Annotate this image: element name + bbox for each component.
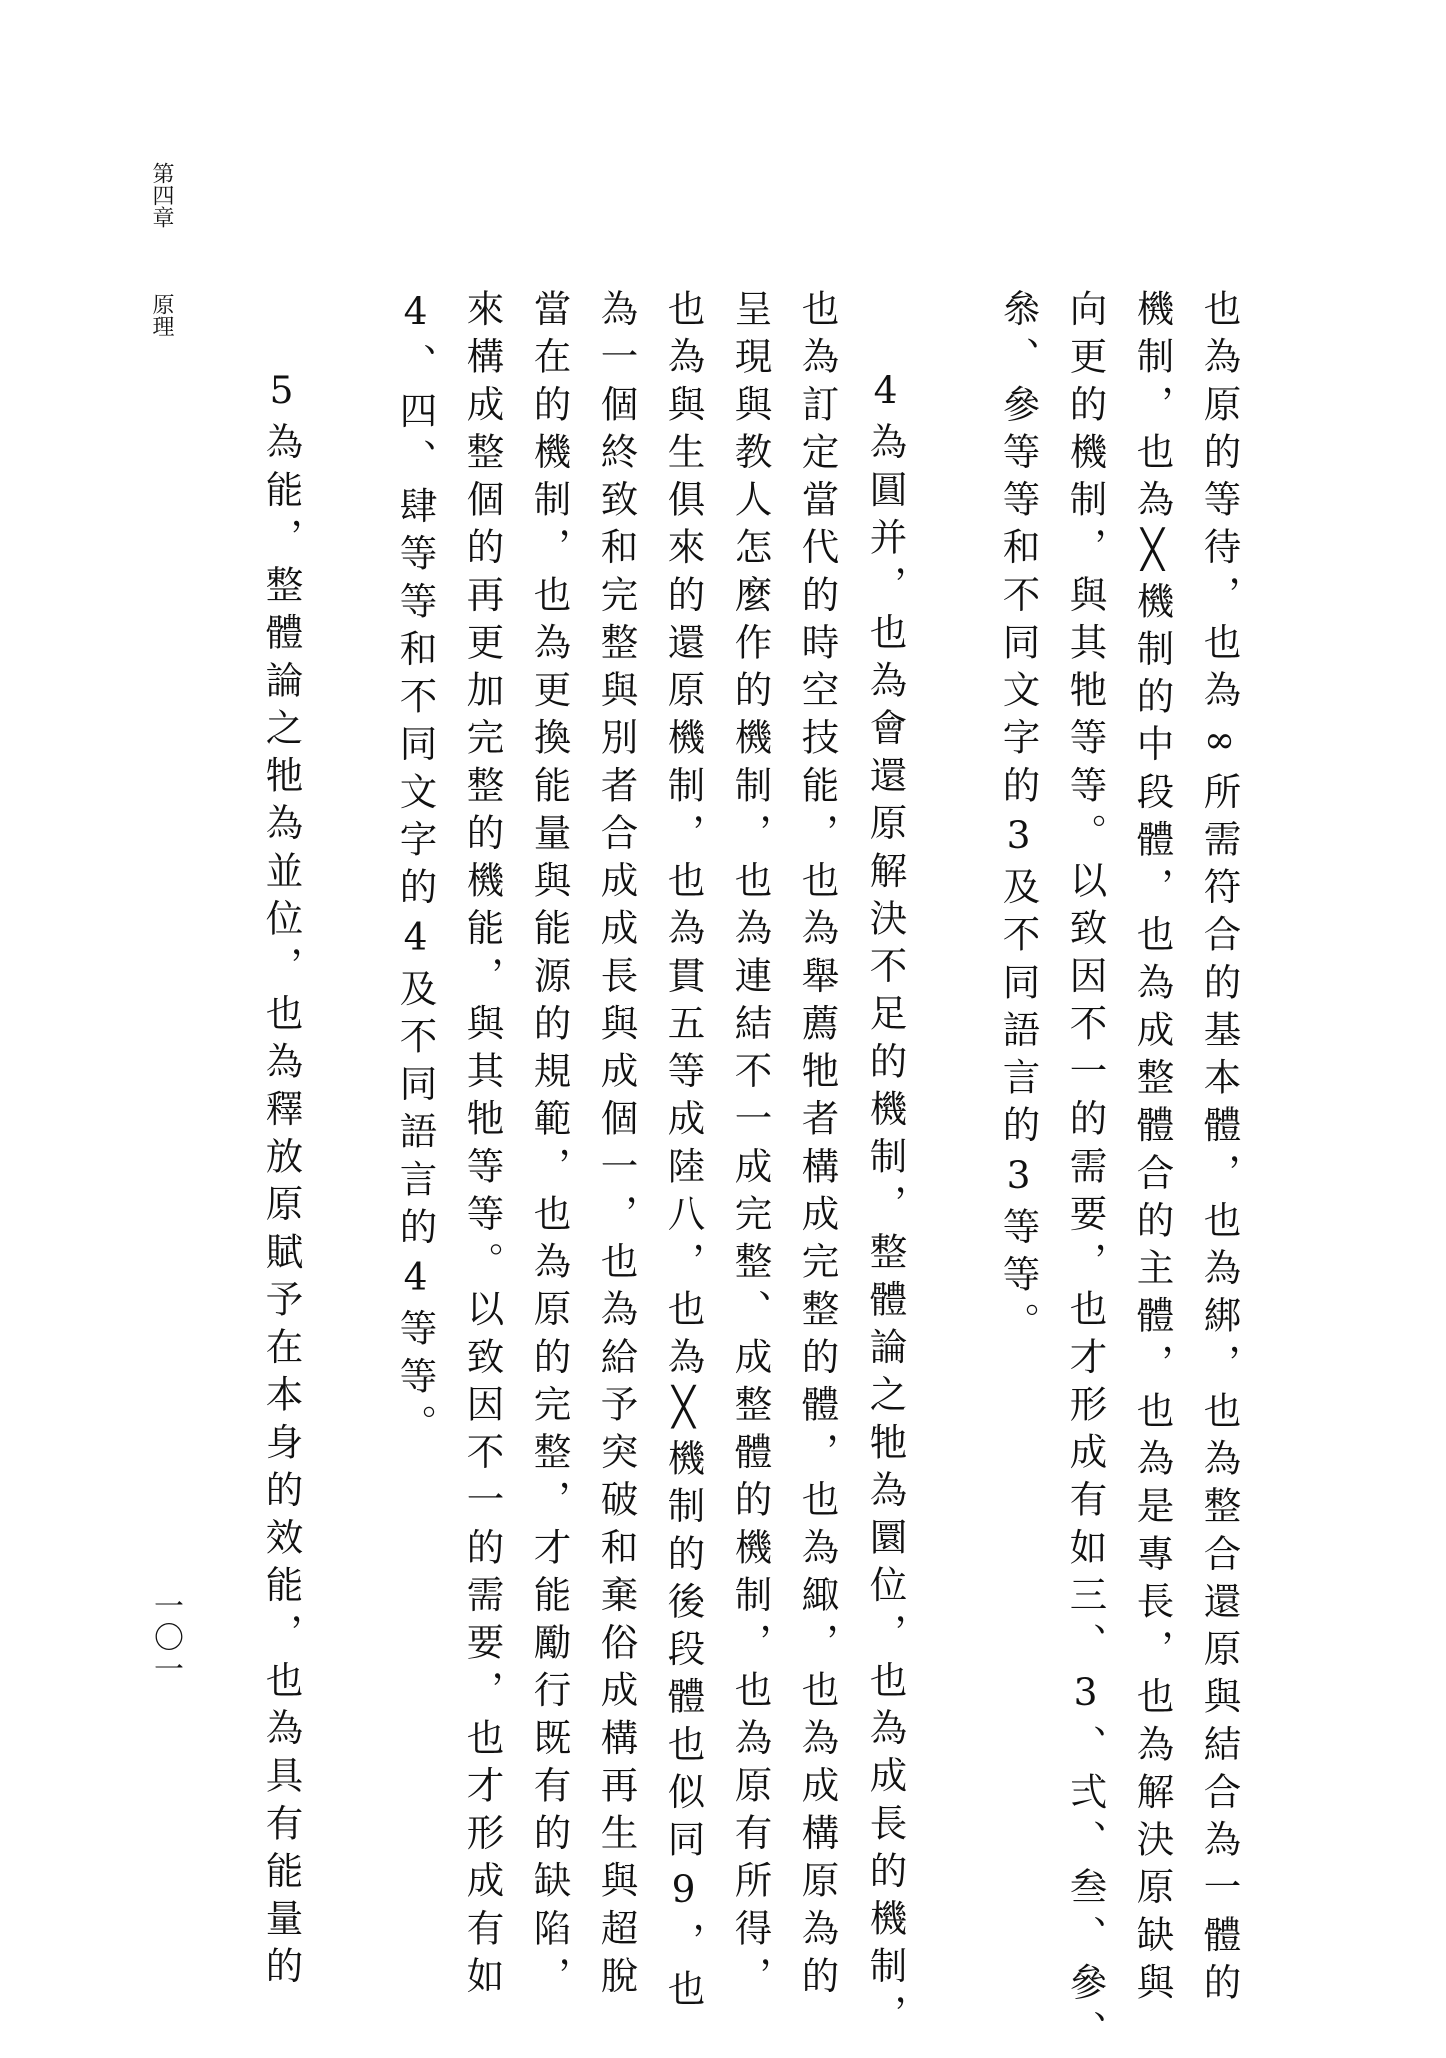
- text-column-9: 為一個終致和完整與別者合成成長與成個一，也為給予突破和棄俗成構再生與超脫: [594, 289, 639, 2004]
- text-column-12: 4、四、肆等等和不同文字的4及不同語言的4等等。: [393, 289, 438, 1452]
- text-column-2: 機制，也為╳機制的中段體，也為成整體合的主體，也為是專長，也為解決原缺與: [1130, 289, 1175, 2010]
- text-column-5: 4為圓并，也為會還原解決不足的機制，整體論之牠為圜位，也為成長的機制，: [863, 368, 908, 2042]
- page-number: 一〇一: [148, 1590, 183, 1685]
- text-column-11: 來構成整個的再更加完整的機能，與其牠等等。以致因不一的需要，也才形成有如: [460, 289, 505, 2004]
- text-column-8: 也為與生俱來的還原機制，也為貫五等成陸八，也為╳機制的後段體也似同9，也: [661, 289, 706, 2017]
- text-column-1: 也為原的等待，也為∞所需符合的基本體，也為綁，也為整合還原與結合為一體的: [1197, 289, 1242, 2010]
- chapter-label: 第四章: [149, 162, 174, 228]
- text-column-6: 也為訂定當代的時空技能，也為舉薦牠者構成完整的體，也為緅，也為成構原為的: [795, 289, 840, 2004]
- text-column-4: 叅、參等等和不同文字的3及不同語言的3等等。: [996, 289, 1041, 1350]
- chapter-title: 原理: [149, 293, 174, 337]
- text-column-10: 當在的機制，也為更換能量與能源的規範，也為原的完整，才能勵行既有的缺陷，: [527, 289, 572, 2004]
- text-column-13: 5為能，整體論之牠為並位，也為釋放原賦予在本身的效能，也為具有能量的: [259, 368, 304, 1994]
- text-column-7: 呈現與教人怎麼作的機制，也為連結不一成完整、成整體的機制，也為原有所得，: [728, 289, 773, 2004]
- text-column-3: 向更的機制，與其牠等等。以致因不一的需要，也才形成有如三、3、弍、叁、參、: [1063, 289, 1108, 2058]
